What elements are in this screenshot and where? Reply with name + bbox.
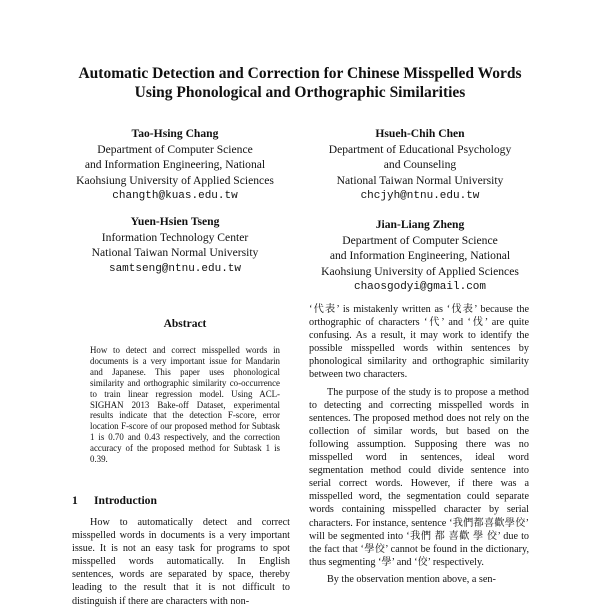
author-block-2 xyxy=(300,126,540,205)
right-column-body xyxy=(309,303,529,586)
author-block-4 xyxy=(300,217,540,296)
author-affiliation-line: Kaohsiung University of Applied Sciences xyxy=(321,264,519,278)
body-paragraph: ‘代表’ is mistakenly written as ‘伐表’ because the orthographic of characters ‘代’ and ‘伐’ are quite confusing. As a result, it may work to identify the possible misspelled words within sentences by phonological similarity and orthographic similarity between two characters. xyxy=(309,304,529,381)
author-affiliation-line: Department of Computer Science xyxy=(97,142,253,156)
abstract-text: How to detect and correct misspelled words in documents is a very important issue for Mandarin and Japanese. This paper uses phonological similarity and orthographic similarity co-occurrence to train linear regression model. Using ACL-SIGHAN 2013 Bake-off Dataset, experimental results indicate that the detection F-score, error location F-score of our proposed method for Subtask 1 is 0.70 and 0.43 respectively, and the correction accuracy of the proposed method for Subtask 1 is 0.39. xyxy=(90,345,280,465)
author-name: Jian-Liang Zheng xyxy=(375,218,465,231)
section-number: 1 xyxy=(72,494,78,507)
author-affiliation-line: and Counseling xyxy=(383,158,457,171)
author-affiliation-line: and Information Engineering, National xyxy=(329,249,511,262)
author-email: samtseng@ntnu.edu.tw xyxy=(108,262,242,275)
author-affiliation-line: Department of Computer Science xyxy=(342,233,498,247)
author-affiliation-line: Department of Educational Psychology xyxy=(328,142,512,156)
author-name: Tao-Hsing Chang xyxy=(131,127,219,140)
author-email: chaosgodyi@gmail.com xyxy=(353,281,487,293)
author-name: Yuen-Hsien Tseng xyxy=(130,215,220,228)
author-block-3 xyxy=(60,214,290,277)
author-email: changth@kuas.edu.tw xyxy=(112,190,238,202)
author-affiliation-line: Information Technology Center xyxy=(101,230,249,244)
author-block-1 xyxy=(60,126,290,205)
author-name: Hsueh-Chih Chen xyxy=(375,127,465,140)
author-email: chcjyh@ntnu.edu.tw xyxy=(360,190,480,202)
body-paragraph: By the observation mention above, a sen- xyxy=(327,573,496,585)
author-affiliation-line: National Taiwan Normal University xyxy=(91,246,259,259)
paper-title xyxy=(0,64,600,102)
section-title: Introduction xyxy=(94,494,157,507)
title-line-2: Using Phonological and Orthographic Similarities xyxy=(134,84,466,101)
intro-paragraph: How to automatically detect and correct misspelled words in documents is a very important issue. It is not an easy task for programs to spot misspelled words automatically. In English sentences, words are separated by space, thereby leading to the result that it is not difficult to distinguish if there are characters with non- xyxy=(72,517,290,607)
left-column-body xyxy=(72,516,290,608)
author-affiliation-line: Kaohsiung University of Applied Sciences xyxy=(76,173,274,187)
author-affiliation-line: and Information Engineering, National xyxy=(84,158,266,171)
title-line-1: Automatic Detection and Correction for Chinese Misspelled Words xyxy=(78,65,522,82)
author-affiliation-line: National Taiwan Normal University xyxy=(336,173,504,187)
body-paragraph: The purpose of the study is to propose a method to detecting and correcting misspelled words in sentences. The proposed method does not rely on the collection of similar words, but based on the following assumption. Supposing there was no misspelled word in sentences, ideal word segmentation method could divide sentence into serial correct words. However, if there was a misspelled word, the segmentation could separate words containing misspelled character by serial characters. For instance, sentence ‘我們都喜歡學佼’ will be segmented into ‘我們 都 喜歡 學 佼’ due to the fact that ‘學佼’ cannot be found in the dictionary, thus segmenting ‘學’ and ‘佼’ respectively. xyxy=(309,386,529,568)
section-heading-introduction xyxy=(72,494,157,507)
abstract-heading: Abstract xyxy=(163,318,207,330)
